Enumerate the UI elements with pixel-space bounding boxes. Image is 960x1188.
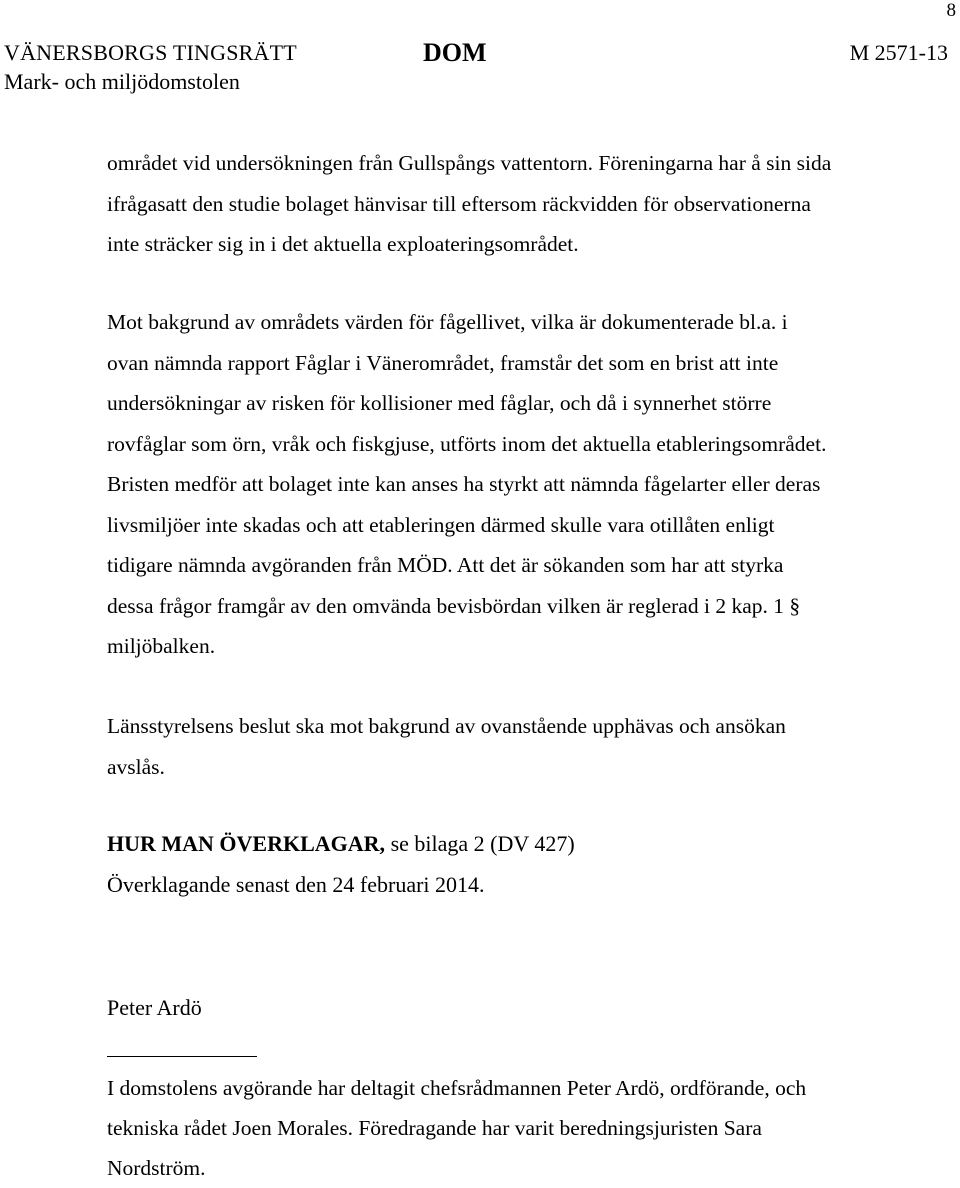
text-line: ifrågasatt den studie bolaget hänvisar till eftersom räckvidden för observationerna [107, 191, 811, 216]
court-division: Mark- och miljödomstolen [4, 69, 240, 94]
appeal-instructions [107, 831, 575, 857]
text-line: livsmiljöer inte skadas och att etableringen därmed skulle vara otillåten enligt [107, 512, 775, 537]
page-number: 8 [946, 0, 956, 21]
text-line: avslås. [107, 754, 165, 779]
appeal-deadline: Överklagande senast den 24 februari 2014. [107, 872, 485, 897]
text-line: tekniska rådet Joen Morales. Föredragande har varit beredningsjuristen Sara [107, 1116, 762, 1140]
paragraph-1 [107, 143, 867, 265]
text-line: tidigare nämnda avgöranden från MÖD. Att det är sökanden som har att styrka [107, 553, 784, 577]
text-line: Nordström. [107, 1156, 206, 1180]
paragraph-2 [107, 302, 877, 667]
text-line: rovfåglar som örn, vråk och fiskgjuse, utförts inom det aktuella etableringsområdet. [107, 431, 827, 456]
text-line: ovan nämnda rapport Fåglar i Vänerområdet, framstår det som en brist att inte [107, 350, 779, 375]
signer-name: Peter Ardö [107, 995, 202, 1020]
case-number: M 2571-13 [849, 40, 948, 65]
text-line: miljöbalken. [107, 634, 216, 658]
court-composition-note [107, 1068, 907, 1188]
paragraph-3 [107, 706, 867, 787]
text-line: Länsstyrelsens beslut ska mot bakgrund av ovanstående upphävas och ansökan [107, 714, 786, 738]
text-line: Bristen medför att bolaget inte kan anses ha styrkt att nämnda fågelarter eller deras [107, 472, 821, 496]
text-line: Mot bakgrund av områdets värden för fågellivet, vilka är dokumenterade bl.a. i [107, 310, 788, 334]
document-type: DOM [423, 38, 487, 67]
text-line: I domstolens avgörande har deltagit chefsrådmannen Peter Ardö, ordförande, och [107, 1076, 807, 1100]
signature-divider [107, 1056, 257, 1057]
text-line: området vid undersökningen från Gullspångs vattentorn. Föreningarna har å sin sida [107, 151, 832, 175]
text-line: inte sträcker sig in i det aktuella exploateringsområdet. [107, 232, 579, 256]
text-line: undersökningar av risken för kollisioner med fåglar, och då i synnerhet större [107, 391, 772, 415]
text-line: dessa frågor framgår av den omvända bevisbördan vilken är reglerad i 2 kap. 1 § [107, 593, 801, 618]
court-name: VÄNERSBORGS TINGSRÄTT [4, 40, 297, 65]
appeal-heading: HUR MAN ÖVERKLAGAR, [107, 831, 386, 856]
appeal-reference: se bilaga 2 (DV 427) [385, 831, 575, 856]
